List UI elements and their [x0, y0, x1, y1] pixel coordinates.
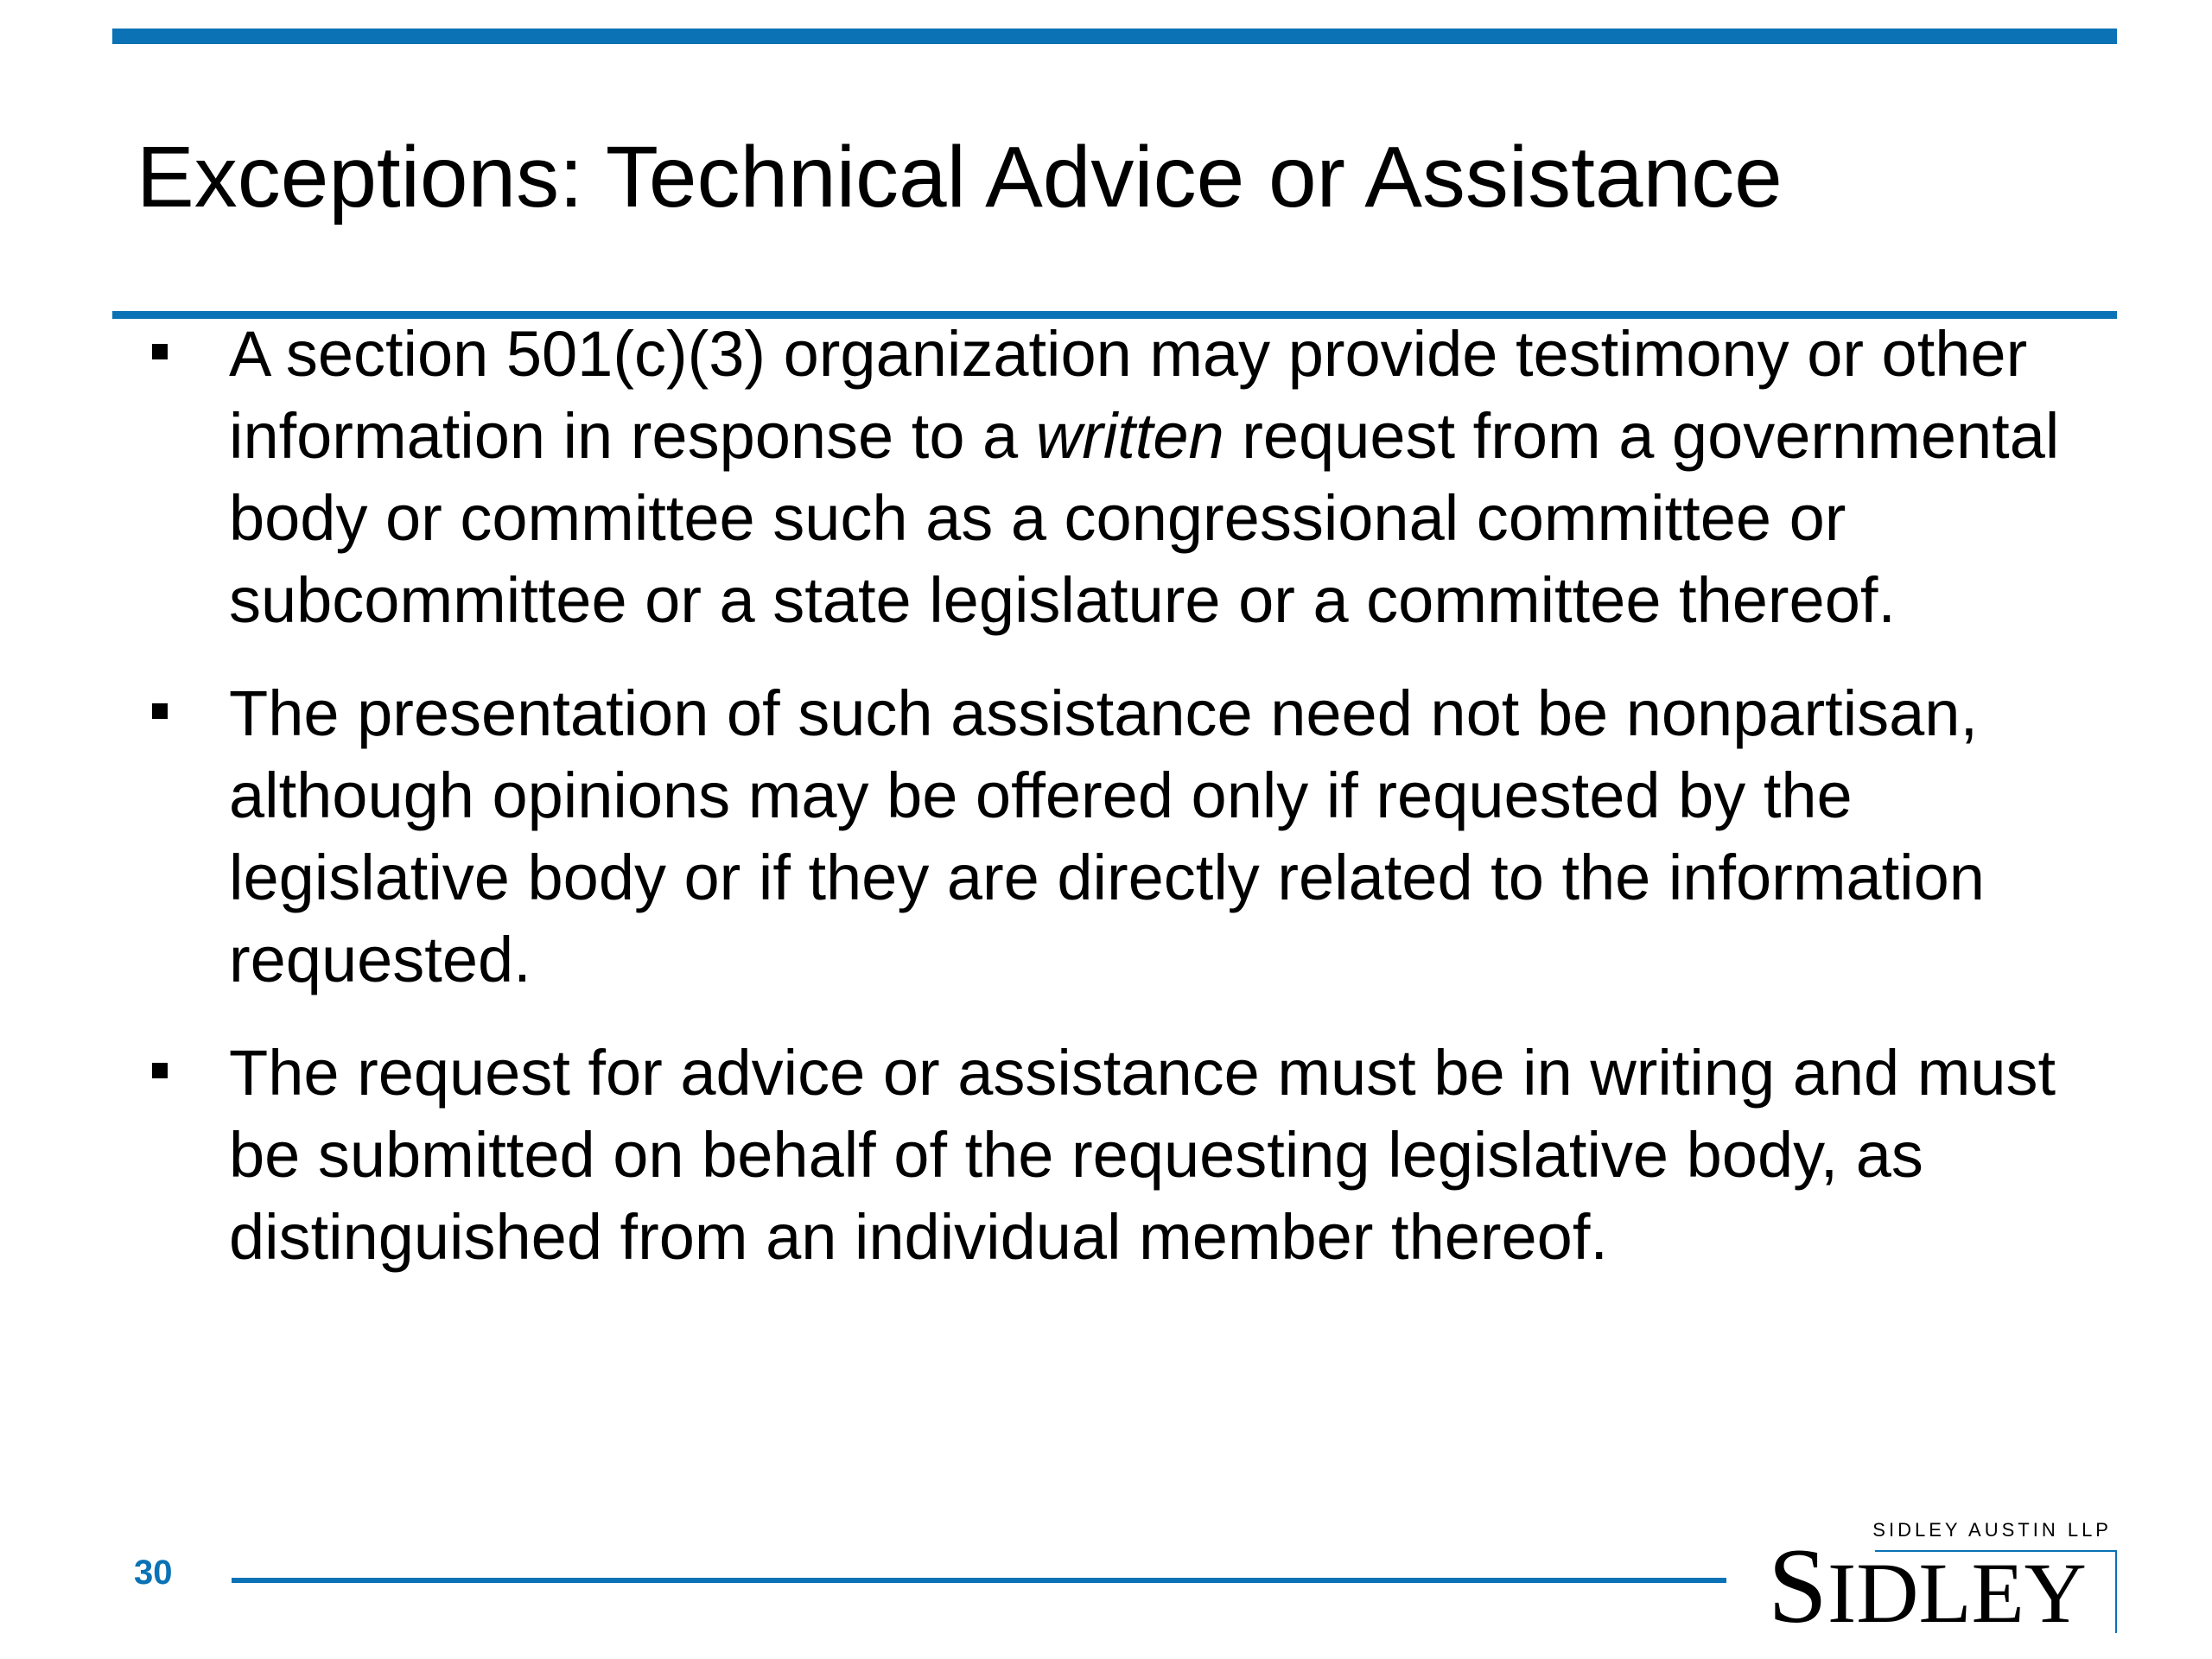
bullet-text	[229, 318, 2059, 636]
square-bullet-icon	[152, 344, 168, 359]
bullet-item	[149, 672, 2127, 1001]
slide-title: Exceptions: Technical Advice or Assistance	[137, 129, 1783, 226]
bullet-text: The request for advice or assistance must be in writing and must be submitted on behalf of the requesting legislative body, as distinguished from an individual member thereof.	[229, 1037, 2056, 1273]
bullet-text-after: request from a governmental body or committee such as a congressional committee or subcommittee or a state legislature or a committee thereof.	[229, 400, 2060, 636]
sidley-logo	[1763, 1519, 2117, 1645]
footer-rule	[232, 1578, 1726, 1583]
page-number: 30	[134, 1554, 173, 1592]
logo-rule-vertical	[2115, 1550, 2117, 1633]
logo-firm-name: SIDLEY AUSTIN LLP	[1872, 1519, 2112, 1541]
bullet-item	[149, 313, 2127, 641]
square-bullet-icon	[152, 703, 168, 719]
logo-wordmark-initial: S	[1768, 1527, 1827, 1645]
bullet-text-emphasis: written	[1035, 400, 1224, 472]
bullet-text-before: A section 501(c)(3) organization may provide testimony or other information in response to a	[229, 318, 2028, 472]
bullet-list	[149, 313, 2127, 1309]
top-rule	[112, 29, 2117, 44]
bullet-item	[149, 1032, 2127, 1278]
bullet-text: The presentation of such assistance need not be nonpartisan, although opinions may be offered only if requested by the legislative body or if they are directly related to the information requested.	[229, 677, 1985, 995]
logo-wordmark-rest: IDLEY	[1827, 1545, 2087, 1641]
square-bullet-icon	[152, 1063, 168, 1078]
